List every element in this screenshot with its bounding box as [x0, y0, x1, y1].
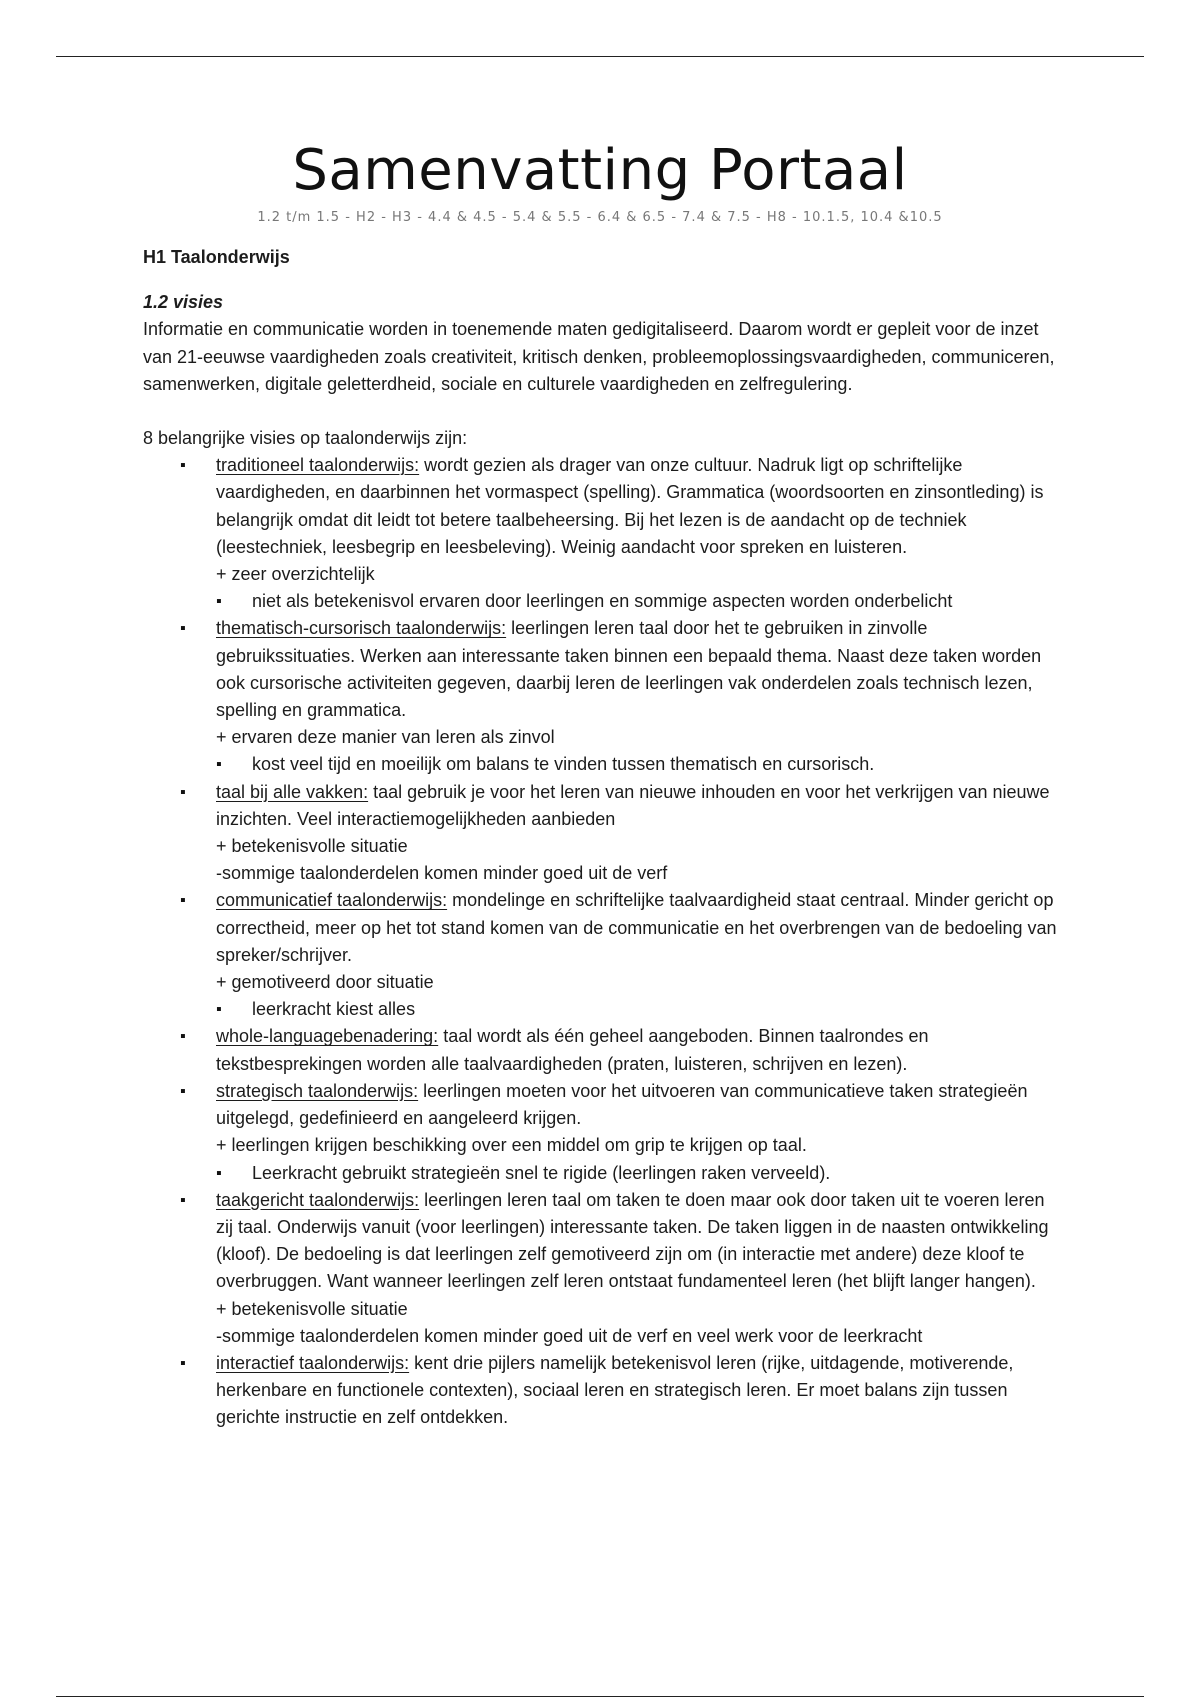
- vision-term: interactief taalonderwijs:: [216, 1352, 410, 1373]
- list-item: [143, 779, 1063, 888]
- vision-term: communicatief taalonderwijs:: [216, 890, 448, 911]
- paragraph-gap: [143, 398, 1063, 425]
- vision-text: leerlingen leren taal om taken te doen maar ook door taken uit te voeren leren zij taal. Onderwijs vanuit (voor leerlingen) interessante taken. De taken liggen in de naasten ontwikkeling (kloof). De bedoeling is dat leerlingen zelf gemotiveerd zijn om (in interactie met andere) deze kloof te overbruggen. Want wanneer leerlingen zelf leren ontstaat fundamenteel leren (het blijft langer hangen).: [216, 1189, 1049, 1292]
- list-item: [143, 1187, 1063, 1350]
- vision-pro: + zeer overzichtelijk: [216, 564, 375, 585]
- vision-text: kent drie pijlers namelijk betekenisvol leren (rijke, uitdagende, motiverende, herkenbare en functionele contexten), sociaal leren en strategisch leren. Er moet balans zijn tussen gerichte instructie en zelf ontdekken.: [216, 1352, 1014, 1428]
- document-title: Samenvatting Portaal: [292, 138, 908, 203]
- vision-term: strategisch taalonderwijs:: [216, 1080, 419, 1101]
- section-heading: 1.2 visies: [143, 292, 224, 313]
- vision-pro: + ervaren deze manier van leren als zinvol: [216, 727, 555, 748]
- chapter-heading: H1 Taalonderwijs: [143, 247, 290, 267]
- vision-con: -sommige taalonderdelen komen minder goed uit de verf: [216, 863, 668, 884]
- vision-con: ▪ kost veel tijd en moeilijk om balans te vinden tussen thematisch en cursorisch.: [216, 751, 1063, 778]
- visions-list: [143, 452, 1063, 1431]
- list-item: [143, 1078, 1063, 1187]
- vision-text: taal gebruik je voor het leren van nieuwe inhouden en voor het verkrijgen van nieuwe inzichten. Veel interactiemogelijkheden aanbieden: [216, 781, 1050, 829]
- list-item: [143, 452, 1063, 615]
- vision-pro: + leerlingen krijgen beschikking over een middel om grip te krijgen op taal.: [216, 1135, 807, 1156]
- vision-con: ▪ Leerkracht gebruikt strategieën snel te rigide (leerlingen raken verveeld).: [216, 1160, 1063, 1187]
- list-item: [143, 615, 1063, 778]
- intro-paragraph: Informatie en communicatie worden in toenemende maten gedigitaliseerd. Daarom wordt er gepleit voor de inzet van 21-eeuwse vaardigheden zoals creativiteit, kritisch denken, probleemoplossingsvaardigheden, communiceren, samenwerken, digitale geletterdheid, sociale en culturele vaardigheden en zelfregulering.: [143, 319, 1055, 394]
- vision-pro: + gemotiveerd door situatie: [216, 972, 434, 993]
- vision-text: wordt gezien als drager van onze cultuur. Nadruk ligt op schriftelijke vaardigheden, en daarbinnen het vormaspect (spelling). Grammatica (woordsoorten en zinsontleding) is belangrijk omdat dit leidt tot betere taalbeheersing. Bij het lezen is de aandacht op de techniek (leestechniek, leesbegrip en leesbeleving). Weinig aandacht voor spreken en luisteren.: [216, 455, 1044, 557]
- document-subtitle: 1.2 t/m 1.5 - H2 - H3 - 4.4 & 4.5 - 5.4 & 5.5 - 6.4 & 6.5 - 7.4 & 7.5 - H8 - 10.1.5, 10.4 &10.5: [257, 210, 943, 225]
- vision-con: ▪ niet als betekenisvol ervaren door leerlingen en sommige aspecten worden onderbelicht: [216, 588, 1063, 615]
- list-item: [143, 1350, 1063, 1432]
- list-item: [143, 1023, 1063, 1077]
- vision-con: ▪ leerkracht kiest alles: [216, 996, 1063, 1023]
- footer-rule: [56, 1696, 1144, 1697]
- vision-con: -sommige taalonderdelen komen minder goed uit de verf en veel werk voor de leerkracht: [216, 1325, 923, 1346]
- vision-text: leerlingen moeten voor het uitvoeren van communicatieve taken strategieën uitgelegd, gedefinieerd en aangeleerd krijgen.: [216, 1080, 1028, 1129]
- vision-term: taal bij alle vakken:: [216, 781, 369, 802]
- vision-text: taal wordt als één geheel aangeboden. Binnen taalrondes en tekstbesprekingen worden alle taalvaardigheden (praten, luisteren, schrijven en lezen).: [216, 1026, 929, 1074]
- vision-text: leerlingen leren taal door het te gebruiken in zinvolle gebruikssituaties. Werken aan interessante taken binnen een bepaald thema. Naast deze taken worden ook cursorische activiteiten gegeven, daarbij leren de leerlingen vak onderdelen zoals technisch lezen, spelling en grammatica.: [216, 618, 1042, 721]
- vision-term: traditioneel taalonderwijs:: [216, 455, 420, 476]
- vision-pro: + betekenisvolle situatie: [216, 836, 408, 857]
- list-intro: 8 belangrijke visies op taalonderwijs zijn:: [143, 428, 468, 449]
- vision-term: whole-languagebenadering:: [216, 1026, 439, 1047]
- vision-term: taakgericht taalonderwijs:: [216, 1189, 420, 1210]
- list-item: [143, 887, 1063, 1023]
- vision-pro: + betekenisvolle situatie: [216, 1298, 408, 1319]
- document-body: [143, 244, 1063, 1432]
- vision-term: thematisch-cursorisch taalonderwijs:: [216, 618, 507, 639]
- header-rule: [56, 56, 1144, 57]
- vision-text: mondelinge en schriftelijke taalvaardigheid staat centraal. Minder gericht op correctheid, meer op het tot stand komen van de communicatie en het overbrengen van de bedoeling van spreker/schrijver.: [216, 890, 1057, 965]
